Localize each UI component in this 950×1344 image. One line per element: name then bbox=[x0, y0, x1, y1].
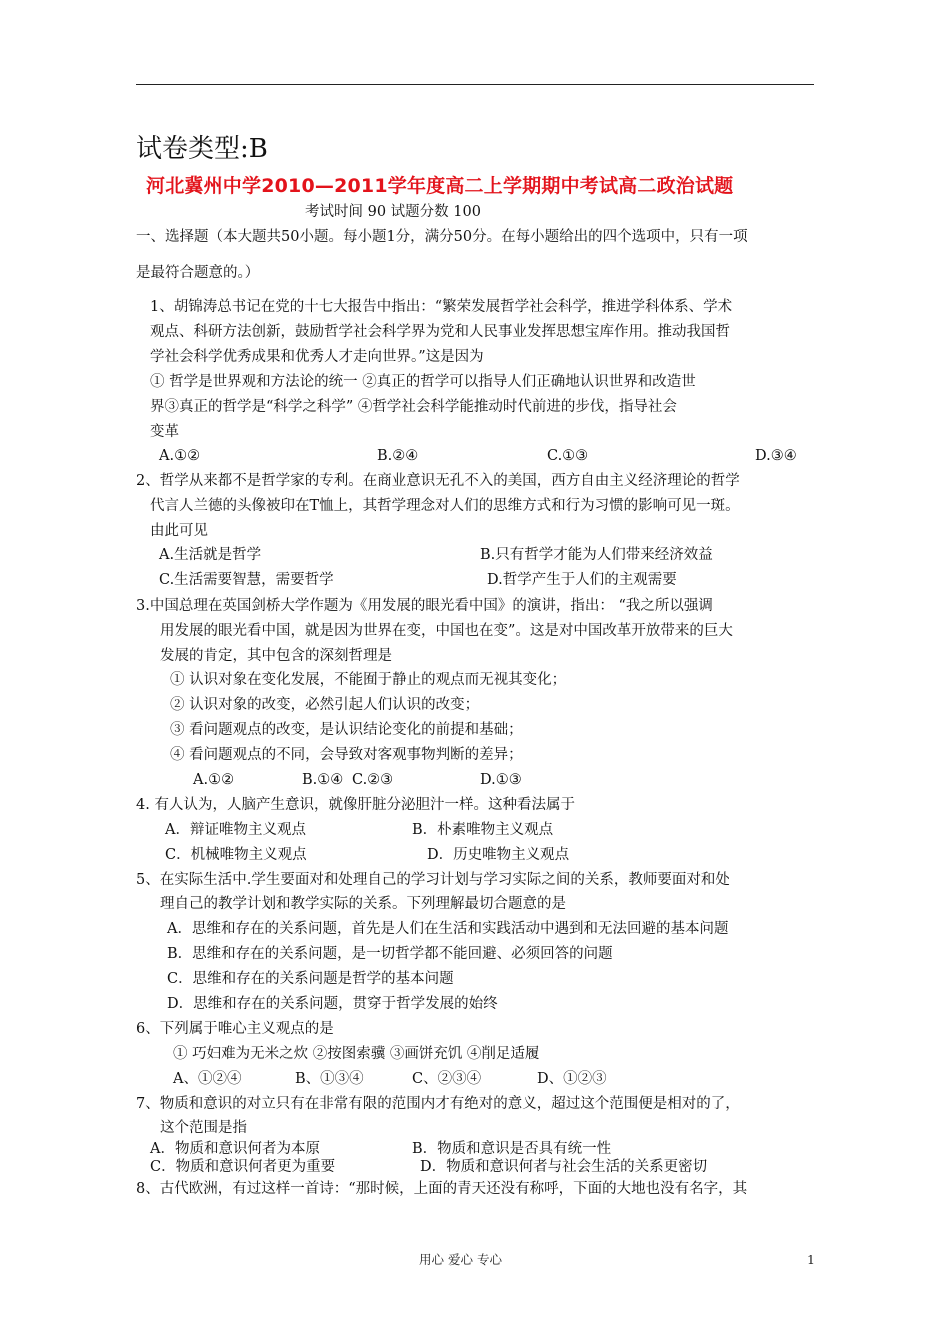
q3-line: 发展的肯定，其中包含的深刻哲理是 bbox=[160, 648, 392, 664]
q7-option-c: C．物质和意识何者更为重要 bbox=[150, 1159, 336, 1175]
q5-line: 理自己的教学计划和教学实际的关系。下列理解最切合题意的是 bbox=[160, 896, 566, 912]
footer-motto: 用心 爱心 专心 bbox=[419, 1252, 502, 1267]
q2-line: 2、哲学从来都不是哲学家的专利。在商业意识无孔不入的美国，西方自由主义经济理论的哲学 bbox=[136, 473, 740, 489]
q3-option-d: D.①③ bbox=[480, 772, 522, 788]
q1-line: 界③真正的哲学是“科学之科学” ④哲学社会科学能推动时代前进的步伐，指导社会 bbox=[150, 399, 677, 415]
q1-option-d: D.③④ bbox=[755, 448, 797, 464]
q6-option-a: A、①②④ bbox=[173, 1071, 242, 1087]
q3-line: 3.中国总理在英国剑桥大学作题为《用发展的眼光看中国》的演讲，指出： “我之所以强调 bbox=[136, 598, 713, 614]
q1-option-a: A.①② bbox=[159, 448, 201, 464]
q3-statement: ① 认识对象在变化发展，不能囿于静止的观点而无视其变化； bbox=[170, 672, 567, 688]
q1-line: 变革 bbox=[150, 424, 179, 440]
q4-option-b: B．朴素唯物主义观点 bbox=[412, 822, 554, 838]
q4-option-d: D．历史唯物主义观点 bbox=[427, 847, 570, 863]
q3-statement: ② 认识对象的改变，必然引起人们认识的改变； bbox=[170, 697, 480, 713]
q3-line: 用发展的眼光看中国，就是因为世界在变，中国也在变”。这是对中国改革开放带来的巨大 bbox=[160, 623, 733, 639]
q6-option-c: C、②③④ bbox=[412, 1071, 482, 1087]
q2-option-c: C.生活需要智慧，需要哲学 bbox=[159, 572, 334, 588]
q5-option-b: B．思维和存在的关系问题，是一切哲学都不能回避、必须回答的问题 bbox=[167, 946, 613, 962]
q5-option-a: A．思维和存在的关系问题，首先是人们在生活和实践活动中遇到和无法回避的基本问题 bbox=[167, 921, 729, 937]
q3-option-a: A.①② bbox=[193, 772, 235, 788]
exam-title: 河北冀州中学2010—2011学年度高二上学期期中考试高二政治试题 bbox=[146, 175, 734, 197]
q4-option-c: C．机械唯物主义观点 bbox=[165, 847, 307, 863]
q3-option-c: C.②③ bbox=[352, 772, 394, 788]
q1-line: 观点、科研方法创新，鼓励哲学社会科学界为党和人民事业发挥思想宝库作用。推动我国哲 bbox=[150, 324, 730, 340]
q5-option-d: D．思维和存在的关系问题，贯穿于哲学发展的始终 bbox=[167, 996, 498, 1012]
q7-option-b: B．物质和意识是否具有统一性 bbox=[412, 1141, 612, 1157]
section-instruction-line1: 一、选择题（本大题共50小题。每小题1分，满分50分。在每小题给出的四个选项中，只有一项 bbox=[136, 229, 748, 245]
q2-line: 由此可见 bbox=[150, 523, 208, 539]
q2-option-b: B.只有哲学才能为人们带来经济效益 bbox=[480, 547, 713, 563]
q7-line: 7、物质和意识的对立只有在非常有限的范围内才有绝对的意义，超过这个范围便是相对的了， bbox=[136, 1096, 740, 1112]
header-rule bbox=[136, 84, 814, 85]
page-number: 1 bbox=[807, 1252, 815, 1267]
q6-option-d: D、①②③ bbox=[537, 1071, 607, 1087]
q1-line: 学社会科学优秀成果和优秀人才走向世界。”这是因为 bbox=[150, 349, 484, 365]
q3-statement: ③ 看问题观点的改变，是认识结论变化的前提和基础； bbox=[170, 722, 523, 738]
q7-option-d: D．物质和意识何者与社会生活的关系更密切 bbox=[420, 1159, 708, 1175]
q2-line: 代言人兰德的头像被印在T恤上，其哲学理念对人们的思维方式和行为习惯的影响可见一斑。 bbox=[150, 498, 740, 514]
q8-line: 8、古代欧洲，有过这样一首诗：“那时候，上面的青天还没有称呼，下面的大地也没有名字，其 bbox=[136, 1181, 748, 1197]
q6-option-b: B、①③④ bbox=[295, 1071, 364, 1087]
q7-line: 这个范围是指 bbox=[160, 1120, 247, 1136]
q2-option-d: D.哲学产生于人们的主观需要 bbox=[487, 572, 677, 588]
q3-statement: ④ 看问题观点的不同，会导致对客观事物判断的差异； bbox=[170, 747, 523, 763]
q5-line: 5、在实际生活中.学生要面对和处理自己的学习计划与学习实际之间的关系，教师要面对和处 bbox=[136, 872, 730, 888]
q3-option-b: B.①④ bbox=[302, 772, 344, 788]
q1-line: ① 哲学是世界观和方法论的统一 ②真正的哲学可以指导人们正确地认识世界和改造世 bbox=[150, 374, 696, 390]
q6-statements: ① 巧妇难为无米之炊 ②按图索骥 ③画饼充饥 ④削足适履 bbox=[173, 1046, 540, 1062]
q4-line: 4. 有人认为，人脑产生意识，就像肝脏分泌胆汁一样。这种看法属于 bbox=[136, 797, 575, 813]
q2-option-a: A.生活就是哲学 bbox=[159, 547, 262, 563]
q1-option-c: C.①③ bbox=[547, 448, 589, 464]
q6-line: 6、下列属于唯心主义观点的是 bbox=[136, 1021, 334, 1037]
q5-option-c: C．思维和存在的关系问题是哲学的基本问题 bbox=[167, 971, 454, 987]
section-instruction-line2: 是最符合题意的。） bbox=[136, 265, 260, 281]
q7-option-a: A．物质和意识何者为本原 bbox=[150, 1141, 320, 1157]
q1-line: 1、胡锦涛总书记在党的十七大报告中指出：“繁荣发展哲学社会科学，推进学科体系、学术 bbox=[150, 299, 733, 315]
q1-option-b: B.②④ bbox=[377, 448, 419, 464]
paper-type: 试卷类型:B bbox=[136, 134, 268, 164]
q4-option-a: A．辩证唯物主义观点 bbox=[165, 822, 306, 838]
exam-info: 考试时间 90 试题分数 100 bbox=[305, 204, 481, 220]
